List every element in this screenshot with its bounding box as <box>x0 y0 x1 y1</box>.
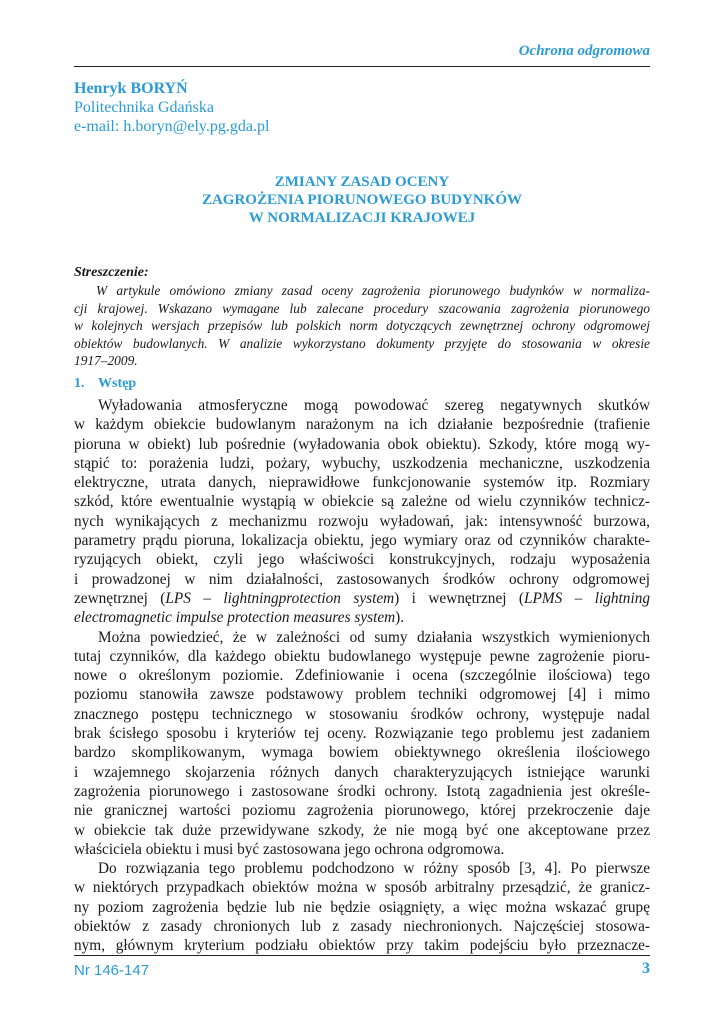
footer-rule <box>74 955 650 956</box>
paragraph-line: pioruna w obiekt) lub pośrednie (wyładowania obok obiektu). Szkody, które mogą wy- <box>74 435 650 453</box>
abstract-line: cji krajowej. Wskazano wymagane lub zalecane procedury szacowania zagrożenia piorunowego <box>74 300 650 316</box>
paragraph-line: bardzo skomplikowanym, wymaga bowiem obiektywnego określenia ilościowego <box>74 744 650 762</box>
paragraph-line: i prowadzonej w nim działalności, zastosowanych środków ochrony odgromowej <box>74 570 650 588</box>
header-rule <box>74 66 650 67</box>
running-header: Ochrona odgromowa <box>518 43 650 59</box>
author-email: e-mail: h.boryn@ely.pg.gda.pl <box>74 118 270 135</box>
paragraph-line: Wyładowania atmosferyczne mogą powodować szereg negatywnych skutków <box>98 397 650 414</box>
issue-number: Nr 146-147 <box>74 962 150 979</box>
paragraph-line: ryzujących obiekt, czyli jego właściwości konstrukcyjnych, rodzaju wyposażenia <box>74 551 650 569</box>
abstract-line: w kolejnych wersjach przepisów lub polskich norm dotyczących zewnętrznej ochrony odgromowej <box>74 318 650 334</box>
paragraph-line: nowe o określonym poziomie. Zdefiniowanie i ocena (szczególnie ilościowa) tego <box>74 667 650 685</box>
paragraph-line: stąpić to: porażenia ludzi, pożary, wybuchy, uszkodzenia mechaniczne, uszkodzenia <box>74 454 650 472</box>
body-text <box>74 396 650 956</box>
paragraph-line: brak ścisłego sposobu i kryteriów tej oceny. Rozwiązanie tego problemu jest zadaniem <box>74 725 650 743</box>
paragraph-line: elektryczne, utrata danych, nieprawidłowe funkcjonowanie systemów itp. Rozmiary <box>74 474 650 492</box>
text-run: ) i wewnętrznej ( <box>394 589 525 607</box>
paragraph <box>74 628 650 860</box>
abstract-text <box>74 282 650 370</box>
section-number: 1. <box>74 376 85 391</box>
article-title <box>74 173 650 227</box>
author-affiliation: Politechnika Gdańska <box>74 99 214 116</box>
acronym-lps: LPS – lightningprotection system <box>165 589 395 607</box>
paragraph-line: obiektów z zasady chronionych lub z zasady niechronionych. Najczęściej stosowa- <box>74 918 650 936</box>
paragraph-line: ny poziom zagrożenia będzie lub nie będzie osiągnięty, a więc można wskazać grupę <box>74 898 650 916</box>
paragraph-line: nym, głównym kryterium podziału obiektów przy takim podejściu było przeznacze- <box>74 937 650 955</box>
abstract-heading: Streszczenie: <box>74 265 149 280</box>
title-line: ZMIANY ZASAD OCENY <box>274 174 450 190</box>
paragraph <box>74 859 650 955</box>
paragraph-line: i wzajemnego skojarzenia różnych danych charakteryzujących istniejące warunki <box>74 763 650 781</box>
author-name: Henryk BORYŃ <box>74 80 188 97</box>
text-run: zewnętrznej ( <box>74 589 166 607</box>
paragraph-line: w obiekcie tak duże przewidywane szkody, że nie mogą być one akceptowane przez <box>74 821 650 839</box>
acronym-lpms: LPMS – lightning <box>524 589 650 607</box>
lpms-expansion: electromagnetic impulse protection measures system <box>74 609 396 627</box>
paragraph-line: nie granicznej wartości poziomu zagrożenia piorunowego, której przekroczenie daje <box>74 802 650 820</box>
paragraph-line: nych wynikających z mechanizmu rozwoju wyładowań, jak: intensywność burzowa, <box>74 512 650 530</box>
paragraph-line: w każdym obiekcie budowlanym narażonym na ich działanie bezpośrednie (trafienie <box>74 416 650 434</box>
paragraph-line: parametry prądu pioruna, lokalizacja obiektu, jego wymiary oraz od czynników charakte- <box>74 532 650 550</box>
title-line: W NORMALIZACJI KRAJOWEJ <box>248 210 476 226</box>
paragraph-line: znacznego postępu technicznego w stosowaniu środków ochrony, występuje nadal <box>74 705 650 723</box>
paragraph <box>74 396 650 589</box>
section-title: Wstęp <box>98 376 137 391</box>
paragraph-line: Do rozwiązania tego problemu podchodzono w różny sposób [3, 4]. Po pierwsze <box>98 860 650 878</box>
paragraph-line: w niektórych przypadkach obiektów można w sposób arbitralny przesądzić, że granicz- <box>74 879 650 897</box>
abstract-line: 1917–2009. <box>74 353 138 369</box>
paragraph-line: Można powiedzieć, że w zależności od sumy działania wszystkich wymienionych <box>98 628 650 646</box>
author-block <box>74 79 269 136</box>
page-number: 3 <box>642 960 650 977</box>
paragraph-line <box>74 608 650 627</box>
paragraph-line <box>74 589 650 608</box>
abstract-line: obiektów budowlanych. W analizie wykorzystano dokumenty przyjęte do stosowania w okresie <box>74 335 650 351</box>
text-run: ). <box>395 609 405 627</box>
paragraph-line: tutaj czynników, dla każdego obiektu budowlanego występuje pewne zagrożenie pioru- <box>74 647 650 665</box>
paragraph-line: właściciela obiektu i musi być zastosowana jego ochrona odgromowa. <box>74 840 505 858</box>
paragraph-line: zagrożenia piorunowego i zastosowane środki ochrony. Istotą zagadnienia jest określe- <box>74 782 650 800</box>
section-heading <box>74 376 136 392</box>
paragraph-line: poziomu stanowiła zawsze podstawowy problem techniki odgromowej [4] i mimo <box>74 686 650 704</box>
paragraph-line: szkód, które ewentualnie wystąpią w obiekcie są zależne od wielu czynników technicz- <box>74 493 650 511</box>
title-line: ZAGROŻENIA PIORUNOWEGO BUDYNKÓW <box>201 192 523 208</box>
abstract-line: W artykule omówiono zmiany zasad oceny zagrożenia piorunowego budynków w normaliza- <box>96 283 650 298</box>
